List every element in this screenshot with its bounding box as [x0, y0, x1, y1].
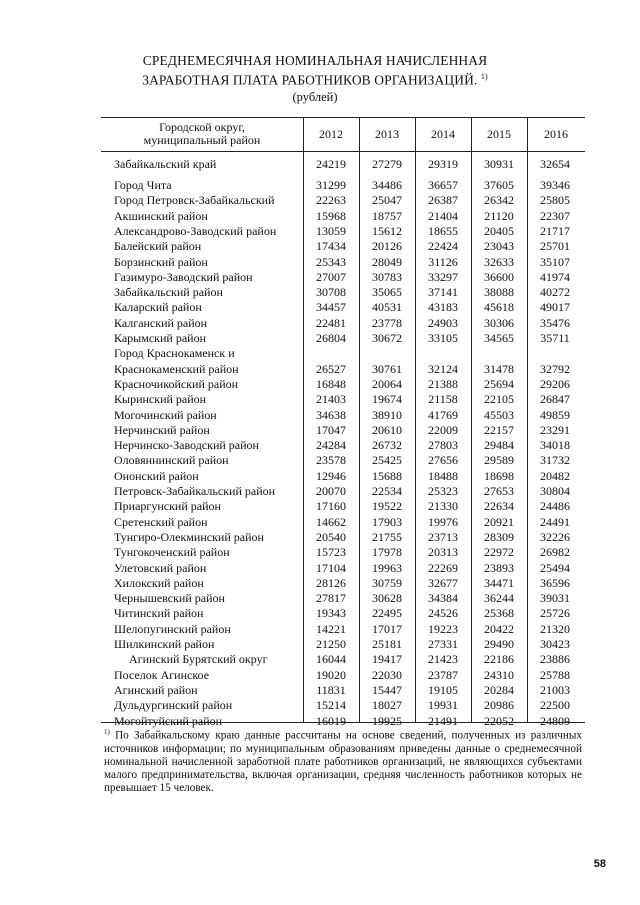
row-name: Приаргунский район: [114, 499, 221, 514]
footnote: [104, 726, 582, 795]
row-value: 34457: [316, 300, 346, 315]
row-value: 25047: [372, 193, 402, 208]
row-value: 36600: [484, 269, 514, 284]
row-value: 25425: [372, 453, 402, 468]
row-value: 26982: [540, 545, 570, 560]
row-value: 32124: [428, 361, 458, 376]
row-value: 20540: [316, 529, 346, 544]
row-name: Чернышевский район: [114, 591, 225, 606]
row-value: 32677: [428, 575, 458, 590]
row-value: 20064: [372, 376, 402, 391]
row-value: 22157: [484, 422, 514, 437]
footnote-mark: 1): [104, 728, 110, 736]
row-name: Калганский район: [114, 315, 208, 330]
row-value: 35476: [540, 315, 570, 330]
row-value: 32792: [540, 361, 570, 376]
row-name: Читинский район: [114, 606, 204, 621]
row-name: Петровск-Забайкальский район: [114, 484, 276, 498]
row-name: Агинский район: [114, 682, 198, 697]
row-value: 30804: [540, 484, 570, 498]
row-value: 18698: [484, 468, 514, 483]
row-value: 40531: [372, 300, 402, 315]
row-value: 19020: [316, 667, 346, 682]
row-value: 32654: [540, 157, 570, 171]
row-value: 40272: [540, 285, 570, 300]
row-name: Город Краснокаменск и: [114, 346, 235, 361]
header-district: [101, 117, 303, 151]
row-value: 17434: [316, 239, 346, 254]
row-value: 16044: [316, 652, 346, 667]
title-line-2: [120, 69, 510, 89]
row-value: 22534: [372, 484, 402, 498]
row-name: Карымский район: [114, 331, 206, 345]
row-value: 17160: [316, 499, 346, 514]
row-value: 21717: [540, 223, 570, 238]
row-name: Шилкинский район: [114, 637, 215, 651]
row-value: 19976: [428, 514, 458, 529]
row-value: 20070: [316, 484, 346, 498]
row-value: 22424: [428, 239, 458, 254]
wage-table: [101, 117, 585, 728]
row-value: 29589: [484, 453, 514, 468]
row-name: Город Петровск-Забайкальский: [114, 193, 275, 208]
row-value: 33297: [428, 269, 458, 284]
row-value: 36596: [540, 575, 570, 590]
row-value: 19963: [372, 560, 402, 575]
row-value: 20921: [484, 514, 514, 529]
row-value: 31299: [316, 178, 346, 192]
row-value: 21320: [540, 621, 570, 636]
row-value: 27653: [484, 484, 514, 498]
row-value: 30783: [372, 269, 402, 284]
row-value: 35065: [372, 285, 402, 300]
row-value: 23893: [484, 560, 514, 575]
row-value: 33105: [428, 331, 458, 345]
row-value: 28126: [316, 575, 346, 590]
row-value: 22009: [428, 422, 458, 437]
row-name: Ононский район: [114, 468, 199, 483]
row-value: 19417: [372, 652, 402, 667]
row-value: 30423: [540, 637, 570, 651]
row-value: 20126: [372, 239, 402, 254]
row-value: 30708: [316, 285, 346, 300]
title-line-2-text: ЗАРАБОТНАЯ ПЛАТА РАБОТНИКОВ ОРГАНИЗАЦИЙ.: [142, 72, 478, 88]
row-name: Улетовский район: [114, 560, 207, 575]
row-name: Могойтуйский район: [114, 713, 223, 728]
row-value: 23787: [428, 667, 458, 682]
row-name: Забайкальский край: [114, 157, 217, 171]
row-value: 18027: [372, 698, 402, 713]
row-value: 23778: [372, 315, 402, 330]
row-name: Тунгокоченский район: [114, 545, 230, 560]
row-value: 41974: [540, 269, 570, 284]
row-value: 22030: [372, 667, 402, 682]
row-value: 31732: [540, 453, 570, 468]
row-value: 19522: [372, 499, 402, 514]
row-value: 34384: [428, 591, 458, 606]
row-value: 27279: [372, 157, 402, 171]
row-value: 22269: [428, 560, 458, 575]
row-value: 25343: [316, 254, 346, 269]
row-value: 20422: [484, 621, 514, 636]
row-value: 25805: [540, 193, 570, 208]
row-name: Хилокский район: [114, 575, 204, 590]
row-value: 25181: [372, 637, 402, 651]
row-value: 17903: [372, 514, 402, 529]
row-value: 24219: [316, 157, 346, 171]
row-value: 31478: [484, 361, 514, 376]
row-name: Кыринский район: [114, 392, 207, 407]
row-value: 18488: [428, 468, 458, 483]
row-value: 22186: [484, 652, 514, 667]
row-value: 19343: [316, 606, 346, 621]
row-name: Нерчинско-Заводский район: [114, 438, 259, 453]
row-name: Могочинский район: [114, 407, 217, 422]
row-name: Город Чита: [114, 178, 172, 192]
row-value: 27817: [316, 591, 346, 606]
row-value: 28049: [372, 254, 402, 269]
header-year: 2015: [487, 126, 511, 141]
row-value: 23043: [484, 239, 514, 254]
row-value: 22307: [540, 208, 570, 223]
row-name: Сретенский район: [114, 514, 208, 529]
row-value: 25494: [540, 560, 570, 575]
row-value: 30306: [484, 315, 514, 330]
row-value: 20610: [372, 422, 402, 437]
row-value: 21330: [428, 499, 458, 514]
row-value: 27656: [428, 453, 458, 468]
units-label: (рублей): [292, 90, 338, 104]
header-year: 2014: [431, 126, 455, 141]
row-value: 27803: [428, 438, 458, 453]
row-value: 22481: [316, 315, 346, 330]
row-value: 25726: [540, 606, 570, 621]
row-value: 38910: [372, 407, 402, 422]
header-district-line2: муниципальный район: [143, 133, 261, 147]
row-value: 29484: [484, 438, 514, 453]
row-value: 19105: [428, 682, 458, 697]
header-year: 2013: [375, 126, 399, 141]
row-value: 41769: [428, 407, 458, 422]
row-value: 20986: [484, 698, 514, 713]
row-name: Нерчинский район: [114, 422, 210, 437]
row-value: 45618: [484, 300, 514, 315]
row-value: 12946: [316, 468, 346, 483]
row-value: 35711: [540, 331, 570, 345]
row-value: 20405: [484, 223, 514, 238]
row-value: 24310: [484, 667, 514, 682]
row-value: 22495: [372, 606, 402, 621]
row-value: 14662: [316, 514, 346, 529]
row-value: 21423: [428, 652, 458, 667]
row-value: 30759: [372, 575, 402, 590]
row-value: 17047: [316, 422, 346, 437]
row-value: 21404: [428, 208, 458, 223]
row-name: Агинский Бурятский округ: [129, 652, 268, 667]
row-value: 16848: [316, 376, 346, 391]
row-name: Красночикойский район: [114, 376, 239, 391]
row-value: 23886: [540, 652, 570, 667]
row-value: 34638: [316, 407, 346, 422]
row-value: 15723: [316, 545, 346, 560]
row-value: 24903: [428, 315, 458, 330]
row-value: 25788: [540, 667, 570, 682]
row-value: 22972: [484, 545, 514, 560]
row-value: 17104: [316, 560, 346, 575]
row-value: 15447: [372, 682, 402, 697]
row-name: Балейский район: [114, 239, 202, 254]
row-value: 21250: [316, 637, 346, 651]
row-value: 23291: [540, 422, 570, 437]
header-year: 2016: [544, 126, 568, 141]
row-value: 18757: [372, 208, 402, 223]
row-value: 30628: [372, 591, 402, 606]
row-value: 25701: [540, 239, 570, 254]
row-value: 28309: [484, 529, 514, 544]
row-value: 24809: [540, 713, 570, 728]
row-value: 39031: [540, 591, 570, 606]
row-value: 38088: [484, 285, 514, 300]
row-value: 21158: [428, 392, 458, 407]
row-value: 37605: [484, 178, 514, 192]
row-value: 19925: [372, 713, 402, 728]
row-name: Шелопугинский район: [114, 621, 231, 636]
row-value: 26804: [316, 331, 346, 345]
row-value: 22052: [484, 713, 514, 728]
row-name: Борзинский район: [114, 254, 208, 269]
row-value: 30761: [372, 361, 402, 376]
row-value: 21003: [540, 682, 570, 697]
row-value: 11831: [316, 682, 346, 697]
header-year: 2012: [319, 126, 343, 141]
row-name: Тунгиро-Олекминский район: [114, 529, 264, 544]
row-value: 18655: [428, 223, 458, 238]
row-value: 14221: [316, 621, 346, 636]
table-header-rule: [101, 151, 585, 152]
row-value: 21120: [484, 208, 514, 223]
row-value: 49017: [540, 300, 570, 315]
row-value: 34471: [484, 575, 514, 590]
row-value: 35107: [540, 254, 570, 269]
row-value: 25694: [484, 376, 514, 391]
title-line-1: СРЕДНЕМЕСЯЧНАЯ НОМИНАЛЬНАЯ НАЧИСЛЕННАЯ: [142, 53, 488, 68]
row-value: 17017: [372, 621, 402, 636]
row-value: 22634: [484, 499, 514, 514]
row-value: 34018: [540, 438, 570, 453]
row-value: 36657: [428, 178, 458, 192]
row-value: 24284: [316, 438, 346, 453]
row-value: 29206: [540, 376, 570, 391]
row-value: 24491: [540, 514, 570, 529]
row-value: 21388: [428, 376, 458, 391]
row-value: 19931: [428, 698, 458, 713]
row-name: Акшинский район: [114, 208, 208, 223]
row-value: 15612: [372, 223, 402, 238]
row-value: 25323: [428, 484, 458, 498]
row-name: Александрово-Заводский район: [114, 223, 277, 238]
row-value: 15688: [372, 468, 402, 483]
row-value: 26732: [372, 438, 402, 453]
page-title: [120, 53, 510, 89]
row-name: Каларский район: [114, 300, 202, 315]
row-value: 15968: [316, 208, 346, 223]
row-value: 23578: [316, 453, 346, 468]
row-value: 34565: [484, 331, 514, 345]
row-name: Поселок Агинское: [114, 667, 210, 682]
row-value: 34486: [372, 178, 402, 192]
row-value: 32226: [540, 529, 570, 544]
row-value: 23713: [428, 529, 458, 544]
row-name: Газимуро-Заводский район: [114, 269, 253, 284]
row-value: 22105: [484, 392, 514, 407]
row-value: 39346: [540, 178, 570, 192]
row-value: 32633: [484, 254, 514, 269]
row-value: 43183: [428, 300, 458, 315]
row-value: 37141: [428, 285, 458, 300]
row-value: 20284: [484, 682, 514, 697]
row-name: Краснокаменский район: [114, 361, 239, 376]
header-district-line1: Городской округ,: [159, 120, 245, 134]
row-value: 26847: [540, 392, 570, 407]
row-value: 36244: [484, 591, 514, 606]
row-value: 31126: [428, 254, 458, 269]
row-value: 15214: [316, 698, 346, 713]
row-name: Дульдургинский район: [114, 698, 233, 713]
row-value: 30931: [484, 157, 514, 171]
row-value: 22263: [316, 193, 346, 208]
footnote-text: По Забайкальскому краю данные рассчитаны на основе сведений, полученных из различных источников информации; по муниципальным образованиям приведены данные о среднемесячной номинальной начисленной заработной плате работников организаций, не являющихся субъектами малого предпринимательства, включая организации, средняя численность работников которых не превышает 15 человек.: [104, 729, 582, 794]
title-footnote-mark: 1): [480, 72, 488, 81]
row-value: 24486: [540, 499, 570, 514]
row-value: 27007: [316, 269, 346, 284]
row-value: 22500: [540, 698, 570, 713]
row-value: 26342: [484, 193, 514, 208]
row-value: 25368: [484, 606, 514, 621]
row-value: 24526: [428, 606, 458, 621]
page-number: 58: [593, 858, 606, 870]
row-value: 20313: [428, 545, 458, 560]
row-value: 20482: [540, 468, 570, 483]
row-value: 21403: [316, 392, 346, 407]
row-value: 16019: [316, 713, 346, 728]
row-value: 29490: [484, 637, 514, 651]
row-value: 19223: [428, 621, 458, 636]
row-name: Оловяннинский район: [114, 453, 229, 468]
row-value: 21755: [372, 529, 402, 544]
row-value: 26387: [428, 193, 458, 208]
row-value: 26527: [316, 361, 346, 376]
row-value: 17978: [372, 545, 402, 560]
row-value: 30672: [372, 331, 402, 345]
row-value: 13059: [316, 223, 346, 238]
row-value: 21491: [428, 713, 458, 728]
row-value: 19674: [372, 392, 402, 407]
row-value: 29319: [428, 157, 458, 171]
row-name: Забайкальский район: [114, 285, 223, 300]
row-value: 45503: [484, 407, 514, 422]
row-value: 27331: [428, 637, 458, 651]
row-value: 49859: [540, 407, 570, 422]
